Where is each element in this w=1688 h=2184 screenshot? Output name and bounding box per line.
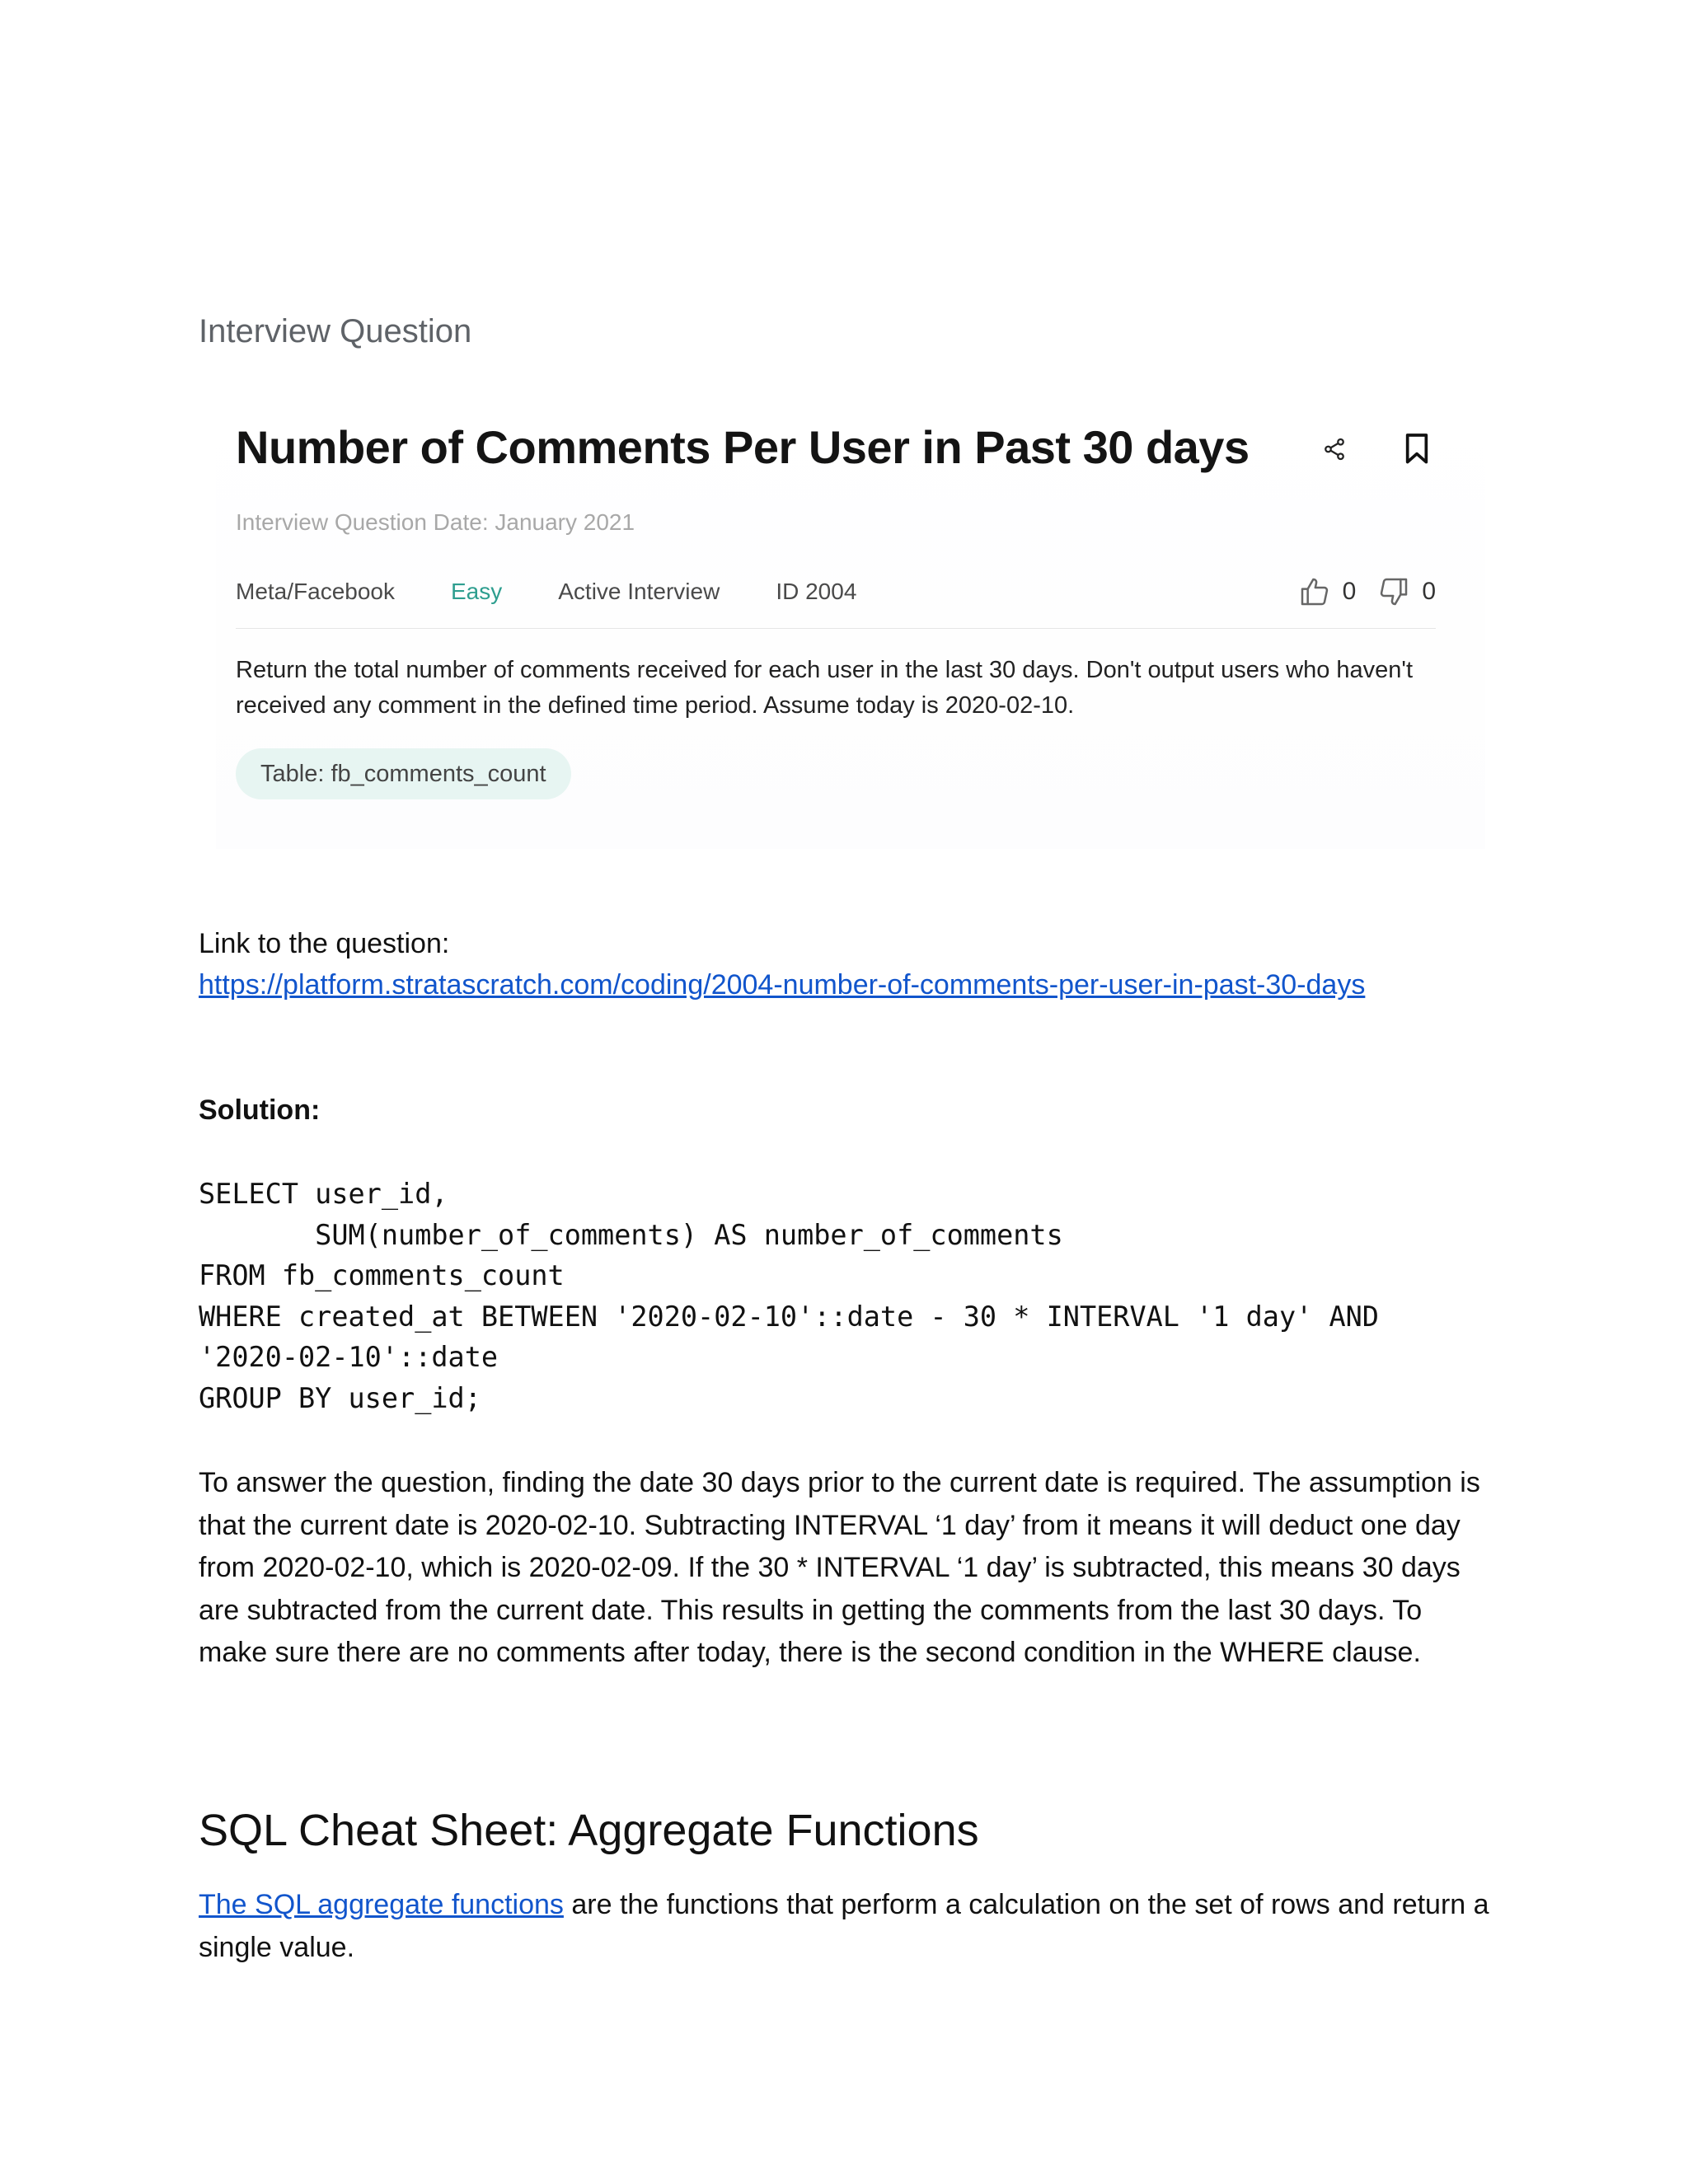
thumbs-up-icon <box>1298 575 1331 608</box>
question-id: ID 2004 <box>776 579 857 604</box>
status-tag: Active Interview <box>558 579 720 604</box>
section-heading: Interview Question <box>199 313 472 349</box>
share-icon <box>1322 437 1347 462</box>
bookmark-button[interactable] <box>1398 430 1436 468</box>
table-chip[interactable]: Table: fb_comments_count <box>236 748 571 799</box>
upvote-count: 0 <box>1342 578 1357 605</box>
question-tags <box>236 579 856 605</box>
difficulty-tag[interactable]: Easy <box>451 579 503 604</box>
card-divider <box>236 628 1436 629</box>
question-link[interactable]: https://platform.stratascratch.com/coding/2004-number-of-comments-per-user-in-past-30-days <box>199 969 1366 1001</box>
aggregate-functions-link[interactable]: The SQL aggregate functions <box>199 1889 564 1920</box>
question-date: Interview Question Date: January 2021 <box>236 509 635 535</box>
question-description: Return the total number of comments received for each user in the last 30 days. Don't output users who haven't received any comment in the defined time period. Assume today is 2020-02-10. <box>236 657 1414 719</box>
cheat-sheet-heading: SQL Cheat Sheet: Aggregate Functions <box>199 1806 979 1855</box>
link-label: Link to the question: <box>199 928 450 959</box>
question-card <box>216 387 1485 849</box>
vote-controls <box>1298 575 1436 608</box>
solution-label: Solution: <box>199 1094 321 1126</box>
downvote-count: 0 <box>1422 578 1436 605</box>
company-tag[interactable]: Meta/Facebook <box>236 579 395 604</box>
solution-code: SELECT user_id, SUM(number_of_comments) AS number_of_comments FROM fb_comments_count WHERE created_at BETWEEN '2020-02-10'::date - 30 * INTERVAL '1 day' AND '2020-02-10'::date GROUP BY user_id; <box>199 1178 1379 1414</box>
share-button[interactable] <box>1315 430 1353 468</box>
solution-explanation: To answer the question, finding the date 30 days prior to the current date is required. The assumption is that the current date is 2020-02-10. Subtracting INTERVAL ‘1 day’ from it means it will deduct one day from 2020-02-10, which is 2020-02-09. If the 30 * INTERVAL ‘1 day’ is subtracted, this means 30 days are subtracted from the current date. This results in getting the comments from the last 30 days. To make sure there are no comments after today, there is the second condition in the WHERE clause. <box>199 1467 1480 1668</box>
cheat-sheet-paragraph <box>199 1884 1497 1969</box>
bookmark-icon <box>1403 433 1431 466</box>
upvote-button[interactable] <box>1298 575 1357 608</box>
downvote-button[interactable] <box>1377 575 1436 608</box>
card-actions <box>1315 430 1436 468</box>
question-title: Number of Comments Per User in Past 30 days <box>236 421 1250 473</box>
cheat-sheet-text: are the functions that perform a calculation on the set of rows and return a single value. <box>199 1889 1489 1963</box>
thumbs-down-icon <box>1377 575 1410 608</box>
